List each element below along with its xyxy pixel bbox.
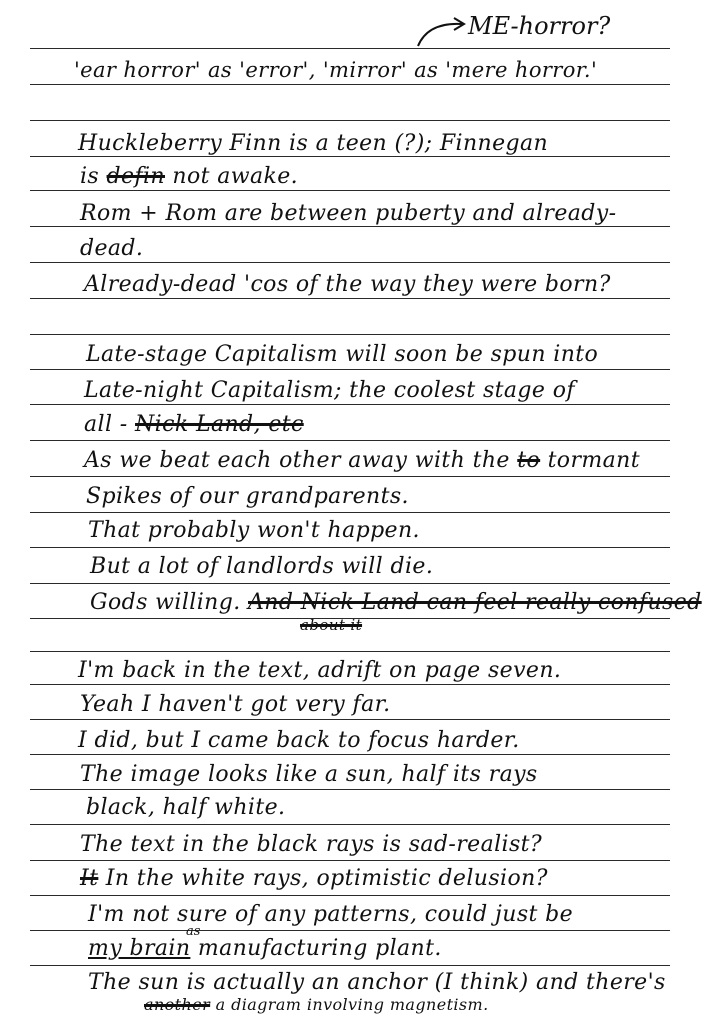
text-line: dead. [80,236,144,261]
ruled-line [30,440,670,441]
crossed-out-text: Nick Land, etc [135,412,304,437]
ruled-line [30,895,670,896]
text-line: black, half white. [86,795,286,820]
ruled-line [30,930,670,931]
text-line: Yeah I haven't got very far. [80,692,391,717]
text-line: Late-night Capitalism; the coolest stage of [84,378,575,403]
text-line: Spikes of our grandparents. [86,484,409,509]
ruled-line [30,369,670,370]
text-line [90,592,702,614]
text-fragment: tormant [547,448,640,473]
text-fragment: manufacturing plant. [197,936,442,961]
ruled-line [30,684,670,685]
crossed-out-text: defin [106,164,165,189]
text-line: Huckleberry Finn is a teen (?); Finnegan [78,131,549,156]
ruled-line [30,298,670,299]
text-line: Already-dead 'cos of the way they were born? [84,272,611,297]
crossed-out-text: And Nick Land can feel really confused [248,590,702,615]
text-fragment: all - [84,412,128,437]
text-line: I'm back in the text, adrift on page seven. [78,658,562,683]
text-line: But a lot of landlords will die. [90,554,434,579]
ruled-line [30,476,670,477]
ruled-line [30,965,670,966]
text-fragment: a diagram involving magnetism. [215,995,489,1014]
ruled-line [30,404,670,405]
text-line [84,450,640,472]
ruled-line [30,789,670,790]
text-line: The text in the black rays is sad-realist? [80,832,543,857]
curved-arrow-icon [412,14,472,50]
margin-note: ME-horror? [468,12,611,40]
text-line: That probably won't happen. [88,518,420,543]
text-fragment: not awake. [172,164,299,189]
ruled-line [30,48,670,49]
text-line: I did, but I came back to focus harder. [78,728,520,753]
text-line [88,938,442,960]
ruled-line [30,651,670,652]
ruled-line [30,512,670,513]
ruled-line [30,754,670,755]
text-fragment: As we beat each other away with the [84,448,510,473]
crossed-out-text: about it [300,616,363,634]
ruled-line [30,120,670,121]
ruled-line [30,824,670,825]
text-line: The sun is actually an anchor (I think) and there's [88,970,666,995]
text-fragment: is [80,164,100,189]
text-line [80,166,298,188]
text-line [80,868,548,890]
text-line: The image looks like a sun, half its rays [80,762,538,787]
text-line: 'ear horror' as 'error', 'mirror' as 'mere horror.' [74,58,598,82]
crossed-out-text: It [80,866,99,891]
ruled-line [30,262,670,263]
ruled-line [30,190,670,191]
crossed-out-text: to [517,448,541,473]
ruled-line [30,583,670,584]
ruled-line [30,719,670,720]
ruled-line [30,547,670,548]
ruled-line [30,226,670,227]
text-fragment: In the white rays, optimistic delusion? [105,866,548,891]
crossed-out-text: another [144,995,211,1014]
inserted-word: as [186,924,201,939]
ruled-line [30,84,670,85]
ruled-line [30,156,670,157]
text-line: Rom + Rom are between puberty and already- [80,201,617,226]
text-line [144,997,489,1013]
text-line: I'm not sure of any patterns, could just be [88,902,574,927]
text-fragment: Gods willing. [90,590,241,615]
text-line: Late-stage Capitalism will soon be spun into [86,342,599,367]
ruled-line [30,860,670,861]
text-line [84,414,304,436]
text-fragment: my brain [88,936,191,961]
ruled-line [30,334,670,335]
